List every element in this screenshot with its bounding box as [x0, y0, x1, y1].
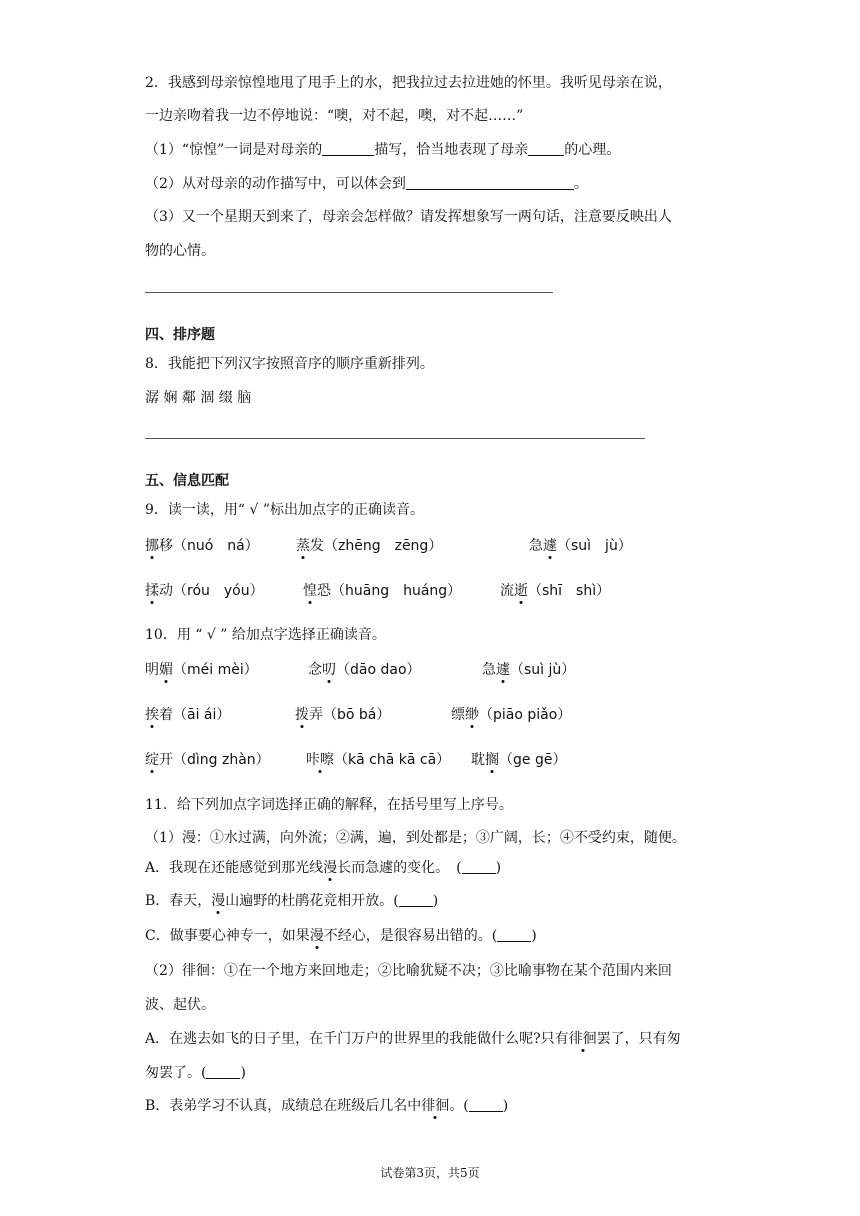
emphasized-char: 缈: [465, 707, 479, 723]
emphasized-char: 惶: [303, 583, 317, 599]
emphasized-char: 挨: [145, 707, 159, 723]
pinyin-options: （dìng zhàn）: [173, 752, 270, 768]
q10-item-3[interactable]: 急遽（suì jù）: [482, 662, 576, 678]
q11-p2-item-a-line2: 匆罢了。( ): [145, 1065, 246, 1081]
q11-p2-definitions-line2: 波、起伏。: [145, 997, 215, 1013]
pinyin-options: （āi ái）: [173, 707, 231, 723]
pinyin-options: （shī shì）: [528, 583, 611, 599]
q10-item-6[interactable]: 缥缈（piāo piǎo）: [451, 707, 572, 723]
emphasized-char: 漫: [309, 928, 324, 944]
emphasized-char: 徘徊: [421, 1098, 450, 1114]
q11-p1-item-c: C．做事要心神专一，如果漫不经心，是很容易出错的。( ): [145, 928, 537, 944]
q10-item-7[interactable]: 绽开（dìng zhàn）: [145, 752, 270, 768]
q2-sub3-line1: （3）又一个星期天到来了，母亲会怎样做？请发挥想象写一两句话，注意要反映出人: [145, 209, 672, 225]
q2-sub1: [145, 140, 620, 160]
q2-sub3-line2: 物的心情。: [145, 243, 215, 259]
page-footer: 试卷第3页，共5页: [380, 1166, 480, 1180]
pinyin-options: （róu yóu）: [173, 583, 264, 599]
q11-p1-item-a: A．我现在还能感觉到那光线漫长而急遽的变化。 ( ): [145, 860, 502, 876]
q2-stem-line2: 一边亲吻着我一边不停地说：“噢，对不起，噢，对不起……”: [145, 108, 524, 124]
emphasized-char: 拨: [295, 707, 309, 723]
q11-p2-item-a-line1: A．在逃去如飞的日子里，在千门万户的世界里的我能做什么呢?只有徘徊罢了，只有匆: [145, 1031, 681, 1047]
emphasized-char: 叨: [322, 662, 336, 678]
q11-p1-definitions: （1）漫：①水过满，向外流；②满，遍，到处都是；③广阔，长；④不受约束，随便。: [145, 830, 686, 846]
section4-title: 四、排序题: [145, 327, 215, 343]
emphasized-char: 媚: [159, 662, 173, 678]
emphasized-char: 搁: [485, 752, 499, 768]
pinyin-options: （huāng huáng）: [331, 583, 462, 599]
answer-blank[interactable]: [497, 927, 531, 942]
emphasized-char: 咔嚓: [306, 752, 334, 768]
answer-blank[interactable]: [462, 859, 496, 874]
pinyin-options: （méi mèi）: [173, 662, 258, 678]
q10-item-4[interactable]: 挨着（āi ái）: [145, 707, 231, 723]
answer-blank[interactable]: [322, 141, 374, 156]
q8-chars: 潺 娴 鄰 涸 缀 脑: [145, 390, 252, 406]
answer-blank[interactable]: [469, 1097, 503, 1112]
pinyin-options: （kā chā kā cā）: [334, 752, 451, 768]
q10-row-2: [145, 705, 745, 727]
q11-stem: 11．给下列加点字词选择正确的解释，在括号里写上序号。: [145, 797, 513, 813]
emphasized-char: 挪: [145, 538, 159, 554]
q2-sub1-text-c: 的心理。: [564, 142, 621, 158]
emphasized-char: 遽: [496, 662, 510, 678]
emphasized-char: 漫: [323, 860, 338, 876]
q10-stem: 10．用 “ √ ” 给加点字选择正确读音。: [145, 627, 386, 643]
answer-line[interactable]: [145, 438, 645, 439]
pinyin-options: （bō bá）: [323, 707, 391, 723]
q2-stem-line1: 2．我感到母亲惊惶地甩了甩手上的水，把我拉过去拉进她的怀里。我听见母亲在说，: [145, 75, 672, 91]
q9-item-4[interactable]: 揉动（róu yóu）: [145, 583, 264, 599]
pinyin-options: （suì jù）: [510, 662, 576, 678]
q10-item-2[interactable]: 念叨（dāo dao）: [308, 662, 421, 678]
pinyin-options: （dāo dao）: [336, 662, 421, 678]
q2-sub2: [145, 174, 588, 194]
emphasized-char: 漫: [211, 893, 226, 909]
q2-sub2-text-a: （2）从对母亲的动作描写中，可以体会到: [145, 176, 406, 192]
q9-item-2[interactable]: 蒸发（zhēng zēng）: [296, 538, 443, 554]
q10-item-8[interactable]: [306, 750, 450, 770]
q10-item-1[interactable]: 明媚（méi mèi）: [145, 662, 258, 678]
q10-item-5[interactable]: 拨弄（bō bá）: [295, 707, 391, 723]
answer-blank[interactable]: [406, 175, 574, 190]
emphasized-char: 遽: [543, 538, 557, 554]
pinyin-options: （zhēng zēng）: [324, 538, 443, 554]
q9-stem: 9．读一读，用“ √ ”标出加点字的正确读音。: [145, 502, 425, 518]
q10-row-3: [145, 750, 745, 772]
q9-row-2: [145, 581, 745, 603]
emphasized-char: 逝: [514, 583, 528, 599]
emphasized-char: 蒸: [296, 538, 310, 554]
answer-blank[interactable]: [399, 892, 433, 907]
q10-item-9[interactable]: 耽搁（ge gē）: [471, 752, 567, 768]
pinyin-options: （piāo piǎo）: [479, 707, 572, 723]
q9-row-1: [145, 536, 745, 558]
emphasized-char: 揉: [145, 583, 159, 599]
pinyin-options: （nuó ná）: [173, 538, 259, 554]
q11-p2-item-b: B．表弟学习不认真，成绩总在班级后几名中徘徊。( ): [145, 1098, 509, 1114]
q9-item-3[interactable]: 急遽（suì jù）: [529, 538, 632, 554]
q2-sub2-text-b: 。: [573, 176, 588, 192]
pinyin-options: （ge gē）: [499, 752, 567, 768]
q2-sub1-text-a: （1）“惊惶”一词是对母亲的: [145, 142, 323, 158]
q11-p2-definitions-line1: （2）徘徊：①在一个地方来回地走；②比喻犹疑不决；③比喻事物在某个范围内来回: [145, 963, 672, 979]
q9-item-1[interactable]: 挪移（nuó ná）: [145, 538, 259, 554]
q8-stem: 8．我能把下列汉字按照音序的顺序重新排列。: [145, 356, 434, 372]
section5-title: 五、信息匹配: [145, 473, 229, 489]
answer-line[interactable]: [145, 292, 553, 293]
q11-p1-item-b: B．春天，漫山遍野的杜鹃花竞相开放。( ): [145, 893, 439, 909]
emphasized-char: 徘徊: [568, 1031, 597, 1047]
q9-item-5[interactable]: 惶恐（huāng huáng）: [303, 583, 462, 599]
answer-blank[interactable]: [528, 141, 564, 156]
q2-sub1-text-b: 描写，恰当地表现了母亲: [374, 142, 529, 158]
emphasized-char: 绽: [145, 752, 159, 768]
q10-row-1: [145, 660, 745, 682]
q9-item-6[interactable]: 流逝（shī shì）: [500, 583, 611, 599]
pinyin-options: （suì jù）: [557, 538, 632, 554]
answer-blank[interactable]: [206, 1064, 240, 1079]
